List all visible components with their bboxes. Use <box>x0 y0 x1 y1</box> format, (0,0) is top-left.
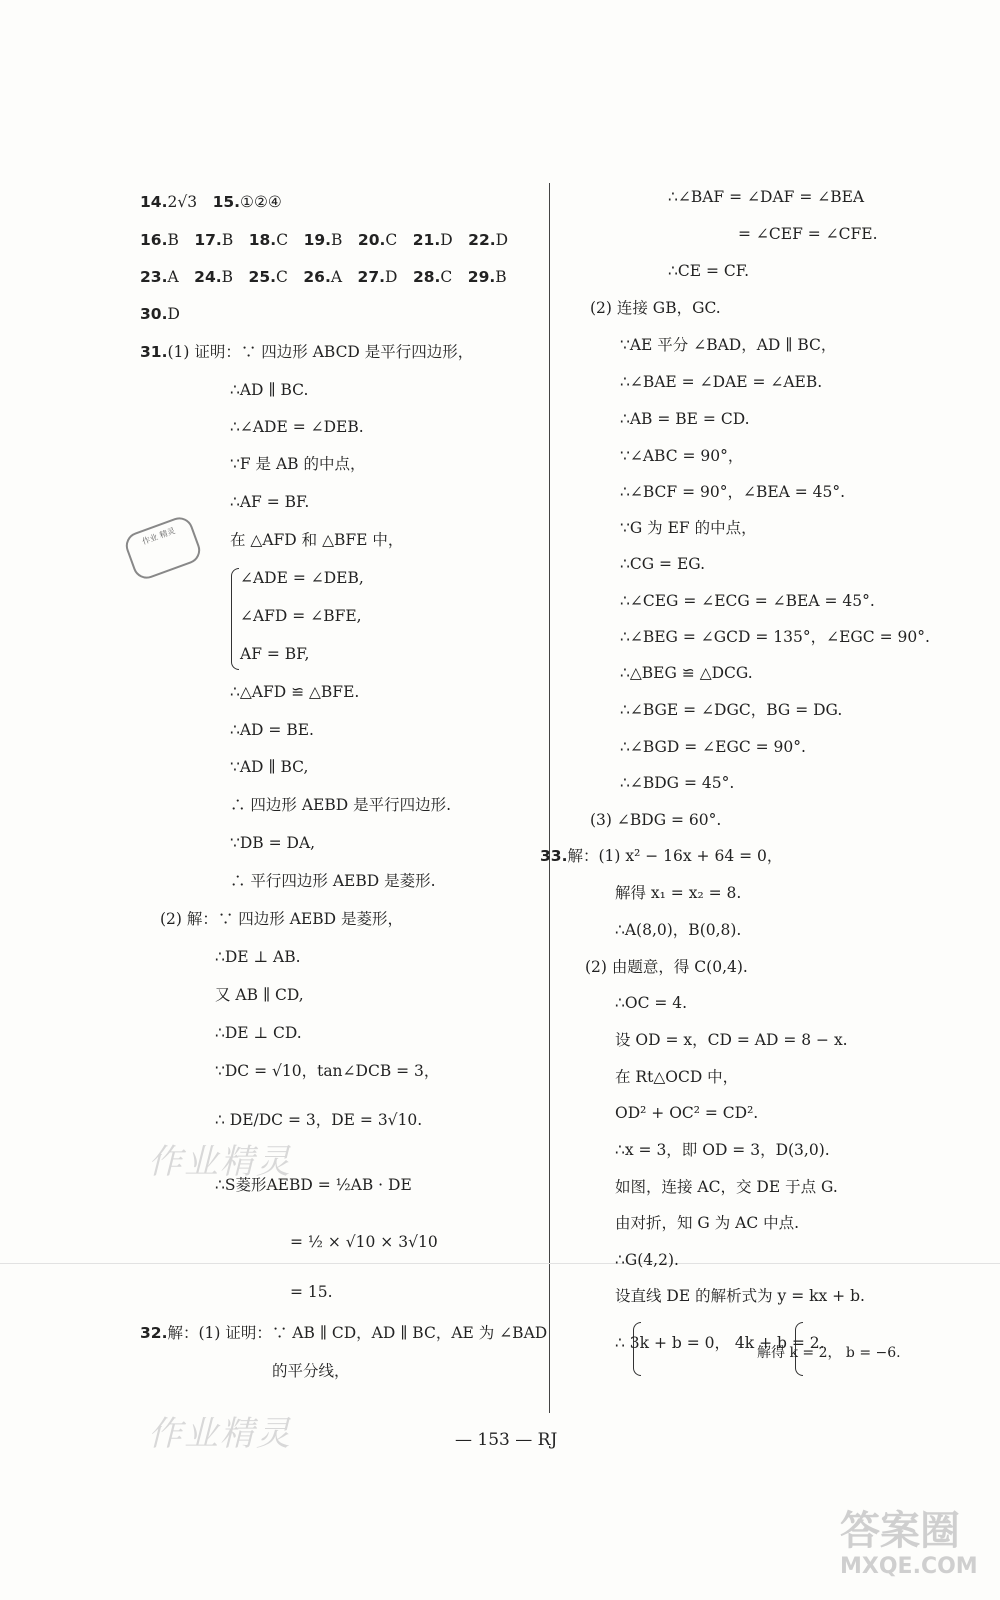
answer-line: ∴OC = 4. <box>615 994 688 1012</box>
answer-line: 23.A 24.B 25.C 26.A 27.D 28.C 29.B <box>140 268 507 286</box>
answer-line: 解得 x₁ = x₂ = 8. <box>615 884 742 902</box>
answer-line: 33.解：(1) x² − 16x + 64 = 0， <box>540 847 783 865</box>
answer-line: = ∠CEF = ∠CFE. <box>738 225 878 243</box>
answer-line: (2) 连接 GB，GC. <box>590 299 721 317</box>
system-brace <box>231 568 239 670</box>
answer-line: OD² + OC² = CD². <box>615 1104 759 1122</box>
page-number: — 153 — RJ <box>455 1430 558 1450</box>
scan-line <box>0 1263 1000 1264</box>
watermark-text: 作业精灵 <box>148 1414 292 1454</box>
answer-line: ∵AE 平分 ∠BAD，AD ∥ BC， <box>620 336 837 354</box>
answer-line: 30.D <box>140 305 180 323</box>
answer-line: ∴AD = BE. <box>230 721 314 739</box>
answer-line: 由对折，知 G 为 AC 中点. <box>615 1214 800 1232</box>
answer-line: 解得 k = 2， b = −6. <box>757 1345 901 1361</box>
answer-line: 又 AB ∥ CD, <box>215 986 304 1004</box>
answer-line: ∴△AFD ≌ △BFE. <box>230 683 360 701</box>
answer-line: ∴∠BEG = ∠GCD = 135°，∠EGC = 90°. <box>620 628 930 646</box>
answer-line: = 15. <box>290 1283 333 1301</box>
answer-line: AF = BF, <box>240 645 310 663</box>
answer-line: ∴G(4,2). <box>615 1251 679 1269</box>
answer-line: (3) ∠BDG = 60°. <box>590 811 722 829</box>
answer-line: 设 OD = x，CD = AD = 8 − x. <box>615 1031 848 1049</box>
answer-line: ∴CG = EG. <box>620 555 706 573</box>
site-watermark <box>840 1508 978 1579</box>
answer-line: 如图，连接 AC，交 DE 于点 G. <box>615 1178 838 1196</box>
answer-line: ∵∠ABC = 90°， <box>620 447 744 465</box>
answer-line: ∴ 3k + b = 0， 4k + b = 2. <box>615 1334 825 1352</box>
answer-line: ∴AD ∥ BC. <box>230 381 309 399</box>
answer-line: ∴∠BGE = ∠DGC，BG = DG. <box>620 701 843 719</box>
answer-line: 32.解：(1) 证明：∵ AB ∥ CD，AD ∥ BC，AE 为 ∠BAD <box>140 1324 548 1342</box>
answer-line: ∴∠BDG = 45°. <box>620 774 735 792</box>
answer-line: ∴AB = BE = CD. <box>620 410 750 428</box>
answer-line: ∴∠CEG = ∠ECG = ∠BEA = 45°. <box>620 592 875 610</box>
answer-line: ∴x = 3，即 OD = 3，D(3,0). <box>615 1141 830 1159</box>
answer-line: ∵G 为 EF 的中点， <box>620 519 757 537</box>
site-watermark-logo: 答案圈 <box>840 1508 960 1554</box>
answer-line: 的平分线， <box>272 1362 350 1380</box>
answer-line: ∴AF = BF. <box>230 493 310 511</box>
answer-line: 16.B 17.B 18.C 19.B 20.C 21.D 22.D <box>140 231 509 249</box>
answer-line: ∵DB = DA, <box>230 834 316 852</box>
answer-line: ∴∠ADE = ∠DEB. <box>230 418 364 436</box>
answer-line: (2) 解：∵ 四边形 AEBD 是菱形， <box>160 910 403 928</box>
answer-line: 在 Rt△OCD 中， <box>615 1068 739 1086</box>
answer-line: ∴ 平行四边形 AEBD 是菱形. <box>230 872 436 890</box>
answer-line: ∴△BEG ≌ △DCG. <box>620 664 753 682</box>
answer-line: 14.2√3 15.①②④ <box>140 193 282 211</box>
answer-line: ∴ DE/DC = 3，DE = 3√10. <box>215 1111 423 1129</box>
answer-line: 设直线 DE 的解析式为 y = kx + b. <box>615 1287 865 1305</box>
answer-line: ∵DC = √10，tan∠DCB = 3， <box>215 1062 440 1080</box>
answer-line: 31.(1) 证明：∵ 四边形 ABCD 是平行四边形， <box>140 343 474 361</box>
answer-line: ∴DE ⊥ CD. <box>215 1024 302 1042</box>
column-divider <box>549 183 550 1413</box>
answer-line: (2) 由题意，得 C(0,4). <box>585 958 748 976</box>
answer-line: ∴S菱形AEBD = ½AB · DE <box>215 1176 412 1194</box>
watermark-text: 作业精灵 <box>148 1142 292 1182</box>
answer-line: ∴∠BAF = ∠DAF = ∠BEA <box>668 188 865 206</box>
answer-line: = ½ × √10 × 3√10 <box>290 1233 438 1251</box>
answer-line: ∵AD ∥ BC, <box>230 758 309 776</box>
site-watermark-url: MXQE.COM <box>840 1554 978 1579</box>
answer-line: ∴∠BGD = ∠EGC = 90°. <box>620 738 806 756</box>
answer-line: ∴∠BCF = 90°，∠BEA = 45°. <box>620 483 846 501</box>
stamp-logo: 作业 精灵 <box>122 513 204 582</box>
answer-line: 在 △AFD 和 △BFE 中， <box>230 531 404 549</box>
answer-line: ∠ADE = ∠DEB, <box>240 569 364 587</box>
answer-line: ∴A(8,0)，B(0,8). <box>615 921 742 939</box>
answer-line: ∴DE ⊥ AB. <box>215 948 301 966</box>
answer-line: ∠AFD = ∠BFE, <box>240 607 362 625</box>
answer-line: ∴∠BAE = ∠DAE = ∠AEB. <box>620 373 823 391</box>
answer-line: ∴CE = CF. <box>668 262 750 280</box>
answer-line: ∵F 是 AB 的中点， <box>230 455 366 473</box>
answer-line: ∴ 四边形 AEBD 是平行四边形. <box>230 796 452 814</box>
